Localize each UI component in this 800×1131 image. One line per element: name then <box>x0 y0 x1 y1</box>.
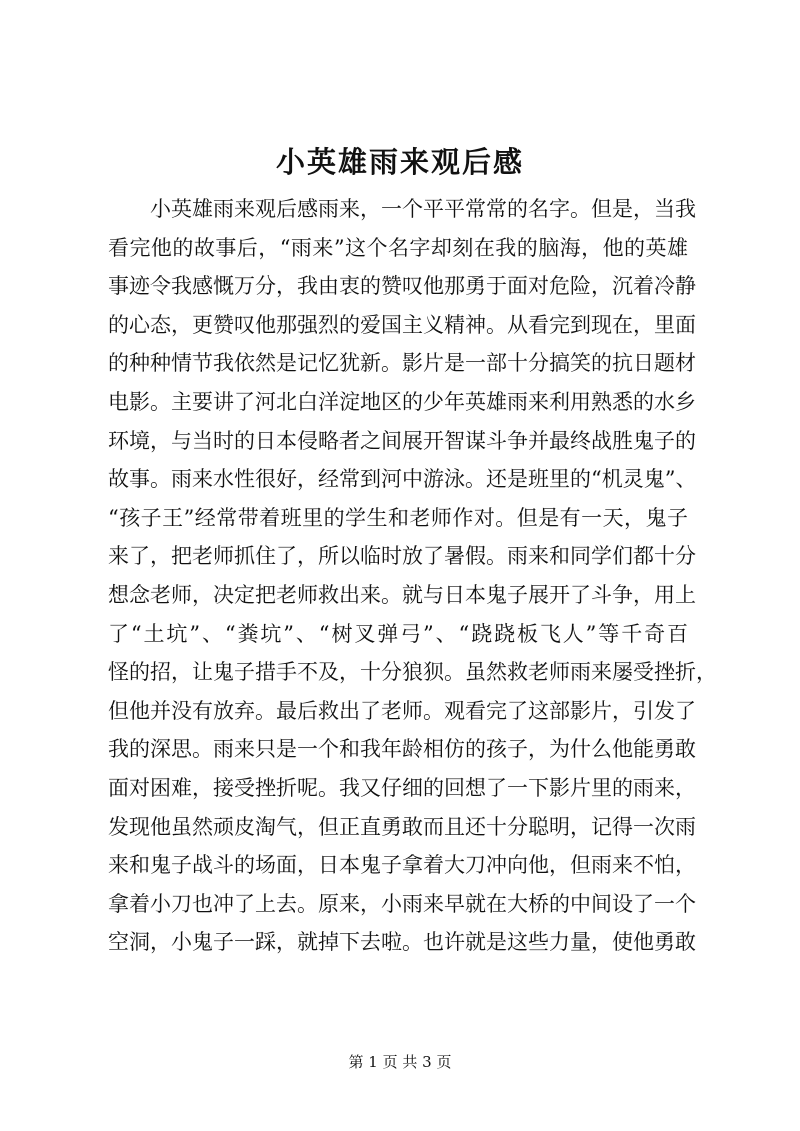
body-line: 了“土坑”、“粪坑”、“树叉弹弓”、“跷跷板飞人”等千奇百 <box>108 621 688 646</box>
body-line: 空洞，小鬼子一踩，就掉下去啦。也许就是这些力量，使他勇敢 <box>108 930 696 955</box>
body-line: 的心态，更赞叹他那强烈的爱国主义精神。从看完到现在，里面 <box>108 312 696 337</box>
body-line: 电影。主要讲了河北白洋淀地区的少年英雄雨来利用熟悉的水乡 <box>108 389 696 414</box>
body-line: 想念老师，决定把老师救出来。就与日本鬼子展开了斗争，用上 <box>108 582 696 607</box>
body-line: 来和鬼子战斗的场面，日本鬼子拿着大刀冲向他，但雨来不怕， <box>108 853 696 878</box>
body-line: 拿着小刀也冲了上去。原来，小雨来早就在大桥的中间设了一个 <box>108 891 696 916</box>
body-line: 来了，把老师抓住了，所以临时放了暑假。雨来和同学们都十分 <box>108 544 696 569</box>
body-line: 但他并没有放弃。最后救出了老师。观看完了这部影片，引发了 <box>108 698 696 723</box>
body-line: 环境，与当时的日本侵略者之间展开智谋斗争并最终战胜鬼子的 <box>108 428 696 453</box>
document-body <box>108 190 717 962</box>
body-line: 小英雄雨来观后感雨来，一个平平常常的名字。但是，当我 <box>150 197 696 221</box>
body-line: “孩子王”经常带着班里的学生和老师作对。但是有一天，鬼子 <box>108 505 688 530</box>
body-line: 我的深思。雨来只是一个和我年龄相仿的孩子，为什么他能勇敢 <box>108 737 696 762</box>
document-title: 小英雄雨来观后感 <box>275 145 524 179</box>
body-line: 怪的招，让鬼子措手不及，十分狼狈。虽然救老师雨来屡受挫折， <box>108 660 717 685</box>
body-line: 发现他虽然顽皮淘气，但正直勇敢而且还十分聪明，记得一次雨 <box>108 814 696 839</box>
body-line: 故事。雨来水性很好，经常到河中游泳。还是班里的“机灵鬼”、 <box>108 467 697 492</box>
body-line: 的种种情节我依然是记忆犹新。影片是一部十分搞笑的抗日题材 <box>108 351 696 376</box>
body-line: 事迹令我感慨万分，我由衷的赞叹他那勇于面对危险，沉着冷静 <box>108 274 696 299</box>
body-line: 面对困难，接受挫折呢。我又仔细的回想了一下影片里的雨来， <box>108 775 696 800</box>
body-line: 看完他的故事后，“雨来”这个名字却刻在我的脑海，他的英雄 <box>108 235 688 260</box>
page-footer <box>0 1052 800 1072</box>
page-number: 第 1 页 共 3 页 <box>348 1053 452 1071</box>
